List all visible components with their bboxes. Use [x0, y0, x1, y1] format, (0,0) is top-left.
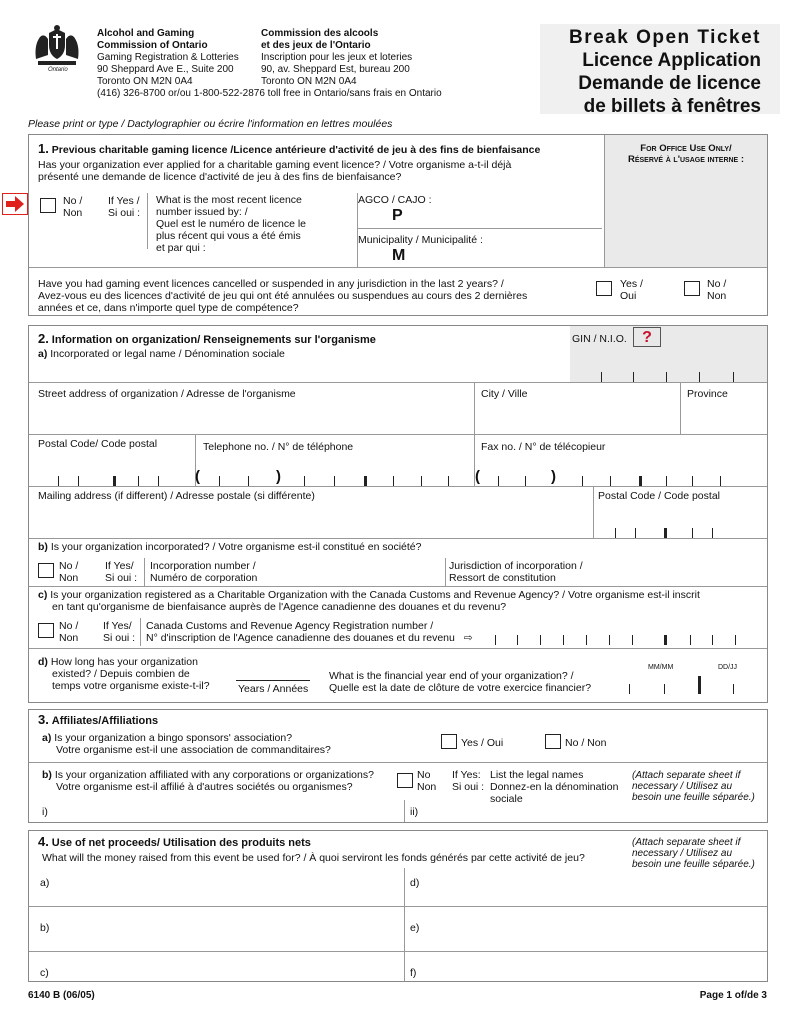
- affiliated-no-checkbox[interactable]: [397, 773, 413, 788]
- affiliated-no-label: No: [417, 769, 431, 781]
- proceeds-f-label: f): [410, 967, 417, 979]
- legal-name-label: a) Incorporated or legal name / Dénomination sociale: [38, 348, 285, 360]
- affiliated-ifyes-label: If Yes:: [452, 769, 481, 781]
- mailing-address-label: Mailing address (if different) / Adresse postale (si différente): [38, 490, 315, 502]
- charity-no-checkbox[interactable]: [38, 623, 54, 638]
- ontario-logo: [30, 25, 85, 75]
- s1-cancelled-yes-checkbox[interactable]: [596, 281, 612, 296]
- charity-sioui-label: Si oui :: [103, 632, 136, 644]
- section-1-question: Has your organization ever applied for a charitable gaming event licence? / Votre organisme a-t-il déjà présenté une demande de licence d'activité de jeu à des fins de bienfaisance?: [38, 159, 512, 183]
- mailing-postal-label: Postal Code / Code postal: [598, 490, 720, 502]
- org-address-fr: 90, av. Sheppard Est, bureau 200: [261, 64, 410, 75]
- ccra-arrow-icon: ⇨: [463, 632, 473, 644]
- bingo-yes-checkbox[interactable]: [441, 734, 457, 749]
- attention-arrow-icon: [2, 193, 28, 215]
- years-label: Years / Années: [238, 683, 309, 695]
- province-label: Province: [687, 388, 728, 400]
- office-use-label: For Office Use Only/ Réservé à l'usage interne :: [627, 143, 745, 165]
- day-label: DD/JJ: [718, 664, 738, 671]
- bingo-question: a) Is your organization a bingo sponsors' association? Votre organisme est-il une association de commanditaires?: [42, 732, 331, 756]
- org-division-en: Gaming Registration & Lotteries: [97, 52, 239, 63]
- form-title: Break Open Ticket Licence Application Demande de licence de billets à fenêtres: [568, 27, 761, 117]
- s1-cancelled-no-checkbox[interactable]: [684, 281, 700, 296]
- charity-question: c) Is your organization registered as a Charitable Organization with the Canada Customs and Revenue Agency? / Votre organisme est-il inscrit en tant qu'organisme de bienfaisance auprès de l'Agence canadienne des douanes et du revenu?: [38, 589, 700, 613]
- s1-recent-licence-label: What is the most recent licence number issued by: / Quel est le numéro de licence le plus récent qui vous a été émis et par qui :: [156, 194, 306, 254]
- charity-non-label: Non: [59, 632, 79, 644]
- bingo-no-label: No / Non: [565, 737, 607, 749]
- month-label: MM/MM: [648, 664, 674, 671]
- proceeds-c-label: c): [40, 967, 49, 979]
- org-city-en: Toronto ON M2N 0A4: [97, 76, 193, 87]
- org-address-en: 90 Sheppard Ave E., Suite 200: [97, 64, 234, 75]
- telephone-label: Telephone no. / N° de téléphone: [203, 441, 354, 453]
- affiliate-ii-label: ii): [410, 806, 419, 818]
- agco-prefix: P: [392, 207, 403, 224]
- s1-no-checkbox[interactable]: [40, 198, 56, 213]
- logo-text: Ontario: [48, 67, 68, 73]
- agco-label: AGCO / CAJO :: [358, 194, 432, 206]
- s1-ifyes-label: If Yes /: [108, 195, 140, 207]
- incorporated-ifyes-label: If Yes/: [105, 560, 134, 572]
- section-3-heading: 3. Affiliates/Affiliations: [38, 712, 159, 727]
- existence-question: d) How long has your organization existed? / Depuis combien de temps votre organisme existe-t-il?: [38, 656, 210, 692]
- charity-ifyes-label: If Yes/: [103, 620, 132, 632]
- charity-no-label: No /: [59, 620, 79, 632]
- org-phone: (416) 326-8700 or/ou 1-800-522-2876 toll free in Ontario/sans frais en Ontario: [97, 88, 442, 99]
- form-number: 6140 B (06/05): [28, 990, 95, 1001]
- incorporated-non-label: Non: [59, 572, 79, 584]
- legal-names-label: List the legal names Donnez-en la dénomination sociale: [490, 769, 619, 805]
- gin-label: GIN / N.I.O.: [572, 333, 627, 345]
- proceeds-attach-note: (Attach separate sheet if necessary / Utilisez au besoin une feuille séparée.): [632, 837, 755, 870]
- incorporated-question: b) Is your organization incorporated? / Votre organisme est-il constitué en société?: [38, 541, 422, 553]
- section-2-heading: 2. Information on organization/ Renseignements sur l'organisme: [38, 331, 376, 346]
- affiliates-attach-note: (Attach separate sheet if necessary / Utilisez au besoin une feuille séparée.): [632, 770, 755, 803]
- municipality-prefix: M: [392, 247, 406, 264]
- section-4-heading: 4. Use of net proceeds/ Utilisation des produits nets: [38, 834, 311, 849]
- proceeds-d-label: d): [410, 877, 420, 889]
- org-name-fr-1: Commission des alcools: [261, 28, 379, 39]
- municipality-label: Municipality / Municipalité :: [358, 234, 483, 246]
- incorporated-no-checkbox[interactable]: [38, 563, 54, 578]
- incorporated-sioui-label: Si oui :: [105, 572, 138, 584]
- s1-sioui-label: Si oui :: [108, 207, 141, 219]
- bingo-yes-label: Yes / Oui: [461, 737, 504, 749]
- s1-cancelled-oui-label: Oui: [620, 290, 637, 302]
- proceeds-a-label: a): [40, 877, 50, 889]
- s1-cancelled-no-label: No /: [707, 278, 727, 290]
- org-city-fr: Toronto ON M2N 0A4: [261, 76, 357, 87]
- city-label: City / Ville: [481, 388, 528, 400]
- fiscal-year-question: What is the financial year end of your organization? / Quelle est la date de clôture de votre exercice financier?: [329, 670, 592, 694]
- fax-label: Fax no. / N° de télécopieur: [481, 441, 606, 453]
- page-number: Page 1 of/de 3: [699, 990, 767, 1001]
- jurisdiction-label: Jurisdiction of incorporation / Ressort de constitution: [449, 560, 583, 584]
- org-name-en-2: Commission of Ontario: [97, 40, 208, 51]
- s1-non-label: Non: [63, 207, 83, 219]
- org-division-fr: Inscription pour les jeux et loteries: [261, 52, 413, 63]
- s1-cancelled-non-label: Non: [707, 290, 727, 302]
- section-1-heading: 1. Previous charitable gaming licence /Licence antérieure d'activité de jeu à des fins de bienfaisance: [38, 141, 541, 156]
- s1-cancelled-question: Have you had gaming event licences cancelled or suspended in any jurisdiction in the last 2 years? / Avez-vous eu des licences d'activité de jeu qui ont été annulées ou suspendues au cours des 2 dernières années et ce, dans n'importe quel type de compétence?: [38, 278, 528, 314]
- postal-code-label: Postal Code/ Code postal: [38, 438, 158, 450]
- affiliated-question: b) Is your organization affiliated with any corporations or organizations? Votre organisme est-il affilié à d'autres sociétés ou organismes?: [42, 769, 374, 793]
- street-address-label: Street address of organization / Adresse de l'organisme: [38, 388, 296, 400]
- affiliate-i-label: i): [42, 806, 48, 818]
- proceeds-b-label: b): [40, 922, 50, 934]
- incorporation-number-label: Incorporation number / Numéro de corporation: [150, 560, 258, 584]
- org-name-en-1: Alcohol and Gaming: [97, 28, 195, 39]
- help-icon[interactable]: ?: [633, 327, 661, 347]
- proceeds-e-label: e): [410, 922, 420, 934]
- proceeds-question: What will the money raised from this event be used for? / À quoi serviront les fonds générés par cette activité de jeu?: [42, 852, 585, 864]
- affiliated-non-label: Non: [417, 781, 437, 793]
- org-name-fr-2: et des jeux de l'Ontario: [261, 40, 371, 51]
- s1-cancelled-yes-label: Yes /: [620, 278, 643, 290]
- s1-no-label: No /: [63, 195, 83, 207]
- incorporated-no-label: No /: [59, 560, 79, 572]
- ccra-number-label: Canada Customs and Revenue Agency Registration number / N° d'inscription de l'Agence canadienne des douanes et du revenu ⇨: [146, 620, 473, 644]
- bingo-no-checkbox[interactable]: [545, 734, 561, 749]
- affiliated-sioui-label: Si oui :: [452, 781, 485, 793]
- print-instructions: Please print or type / Dactylographier ou écrire l'information en lettres moulées: [28, 118, 393, 130]
